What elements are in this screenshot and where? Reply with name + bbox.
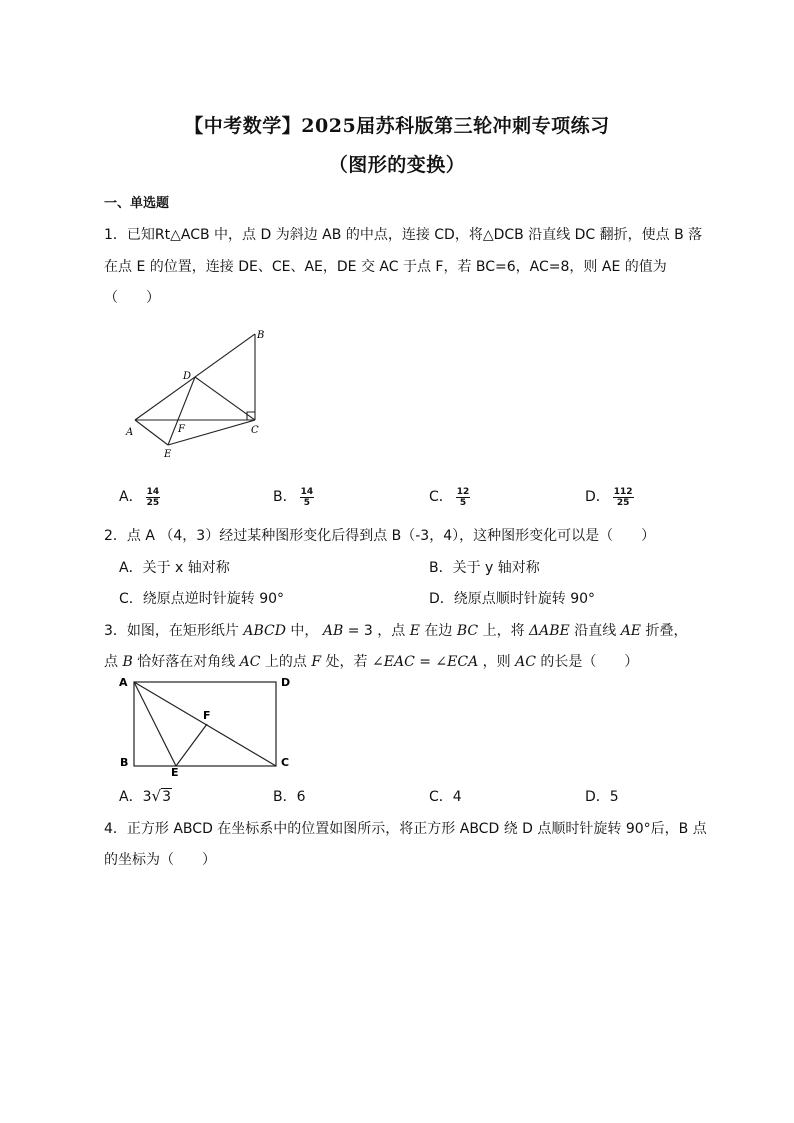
q2-line-1: 2．点 A （4，3）经过某种图形变化后得到点 B（-3，4），这种图形变化可以是（ ） [104, 528, 656, 544]
q1-triangle-figure [120, 325, 280, 465]
label-d: D [281, 676, 291, 689]
label-f: F [203, 709, 211, 722]
q3-line-2: 点 B 恰好落在对角线 AC 上的点 F 处，若 ∠EAC = ∠ECA ，则 AC 的长是（ ） [104, 654, 639, 670]
q1-option-a[interactable]: A． $\frac{14}{25}$ [119, 486, 160, 508]
q1-line-2: 在点 E 的位置，连接 DE、CE、AE，DE 交 AC 于点 F，若 BC=6，AC=8，则 AE 的值为 [104, 259, 667, 275]
label-b: B [257, 330, 265, 341]
label-b: B [120, 756, 129, 769]
q2-option-d[interactable]: D．绕原点顺时针旋转 90° [429, 591, 596, 607]
q1-line-1: 1．已知Rt△ACB 中，点 D 为斜边 AB 的中点，连接 CD，将△DCB 沿直线 DC 翻折，使点 B 落 [104, 227, 703, 243]
line-ae [135, 420, 168, 445]
label-a: A [126, 427, 134, 438]
q3-rectangle-figure [114, 672, 304, 782]
label-e: E [164, 449, 172, 460]
section-heading: 一、单选题 [104, 196, 170, 211]
label-c: C [281, 756, 290, 769]
q2-option-c[interactable]: C．绕原点逆时针旋转 90° [119, 591, 285, 607]
q1-line-3: （ ） [104, 290, 160, 306]
page-title: 【中考数学】2025届苏科版第三轮冲刺专项练习 [184, 115, 610, 137]
q3-option-c[interactable]: C．4 [429, 789, 462, 805]
label-f: F [178, 424, 185, 435]
q1-option-c[interactable]: C． $\frac{12}{5}$ [429, 486, 470, 508]
q2-option-b[interactable]: B．关于 y 轴对称 [429, 560, 540, 576]
label-d: D [183, 371, 192, 382]
q4-line-2: 的坐标为（ ） [104, 852, 216, 868]
q3-line-1: 3．如图，在矩形纸片 ABCD 中， AB = 3 ，点 E 在边 BC 上，将 ΔABE 沿直线 AE 折叠， [104, 623, 688, 639]
q3-option-b[interactable]: B．6 [273, 789, 306, 805]
q1-option-d[interactable]: D． $\frac{112}{25}$ [585, 486, 633, 508]
q1-option-b[interactable]: B． $\frac{14}{5}$ [273, 486, 314, 508]
q3-option-d[interactable]: D．5 [585, 789, 619, 805]
line-ef [176, 724, 207, 766]
q3-option-a[interactable]: A．3√3 [119, 787, 171, 805]
q4-line-1: 4．正方形 ABCD 在坐标系中的位置如图所示，将正方形 ABCD 绕 D 点顺时针旋转 90°后，B 点 [104, 821, 707, 837]
page-subtitle: （图形的变换） [328, 154, 466, 176]
line-dc [195, 377, 255, 420]
q2-option-a[interactable]: A．关于 x 轴对称 [119, 560, 230, 576]
label-a: A [119, 676, 128, 689]
label-c: C [251, 425, 259, 436]
label-e: E [171, 766, 179, 779]
